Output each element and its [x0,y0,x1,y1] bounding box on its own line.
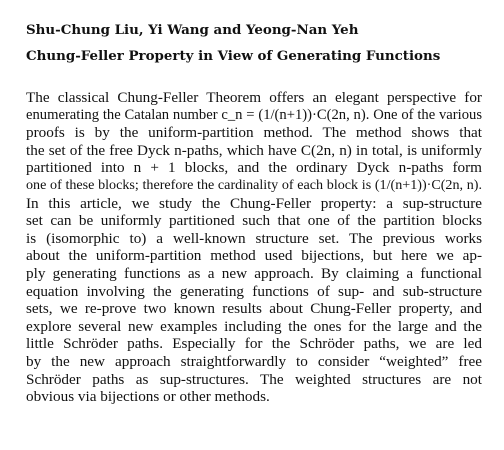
abstract-line: about the uniform-partition method used bijections, but here we ap- [26,247,482,265]
abstract-line: little Schröder paths. Especially for the Schröder paths, we are led [26,335,482,353]
abstract-line: is (isomorphic to) a well-known structure set. The previous works [26,229,482,247]
abstract-line: In this article, we study the Chung-Feller property: a sup-structure [26,194,482,212]
abstract-line: ply generating functions as a new approach. By claiming a functional [26,264,482,282]
paper-title: Chung-Feller Property in View of Generating Functions [26,48,441,64]
abstract-line: sets, we re-prove two known results about Chung-Feller property, and [26,300,482,318]
abstract-line: equation involving the generating functions of sup- and sub-structure [26,282,482,300]
abstract-line: one of these blocks; therefore the cardinality of each block is (1/(n+1))·C(2n, n). [26,176,482,193]
authors: Shu-Chung Liu, Yi Wang and Yeong-Nan Yeh [26,22,359,38]
paper-page [26,22,482,406]
abstract-line: set can be uniformly partitioned such that one of the partition blocks [26,212,482,230]
abstract-line: The classical Chung-Feller Theorem offers an elegant perspective for [26,89,482,106]
abstract-line: the set of the free Dyck n-paths, which have C(2n, n) in total, is uniformly [26,141,482,159]
abstract-line: Schröder paths as sup-structures. The weighted structures are not [26,370,482,388]
abstract-line: proofs is by the uniform-partition method. The method shows that [26,124,482,142]
abstract-line: explore several new examples including the ones for the large and the [26,317,482,335]
abstract-line: enumerating the Catalan number c_n = (1/(n+1))·C(2n, n). One of the various [26,106,482,123]
abstract-line: partitioned into n + 1 blocks, and the ordinary Dyck n-paths form [26,159,482,177]
abstract-line: obvious via bijections or other methods. [26,388,270,406]
abstract-line: by the new approach straightforwardly to consider “weighted” free [26,352,482,370]
abstract [26,89,482,406]
